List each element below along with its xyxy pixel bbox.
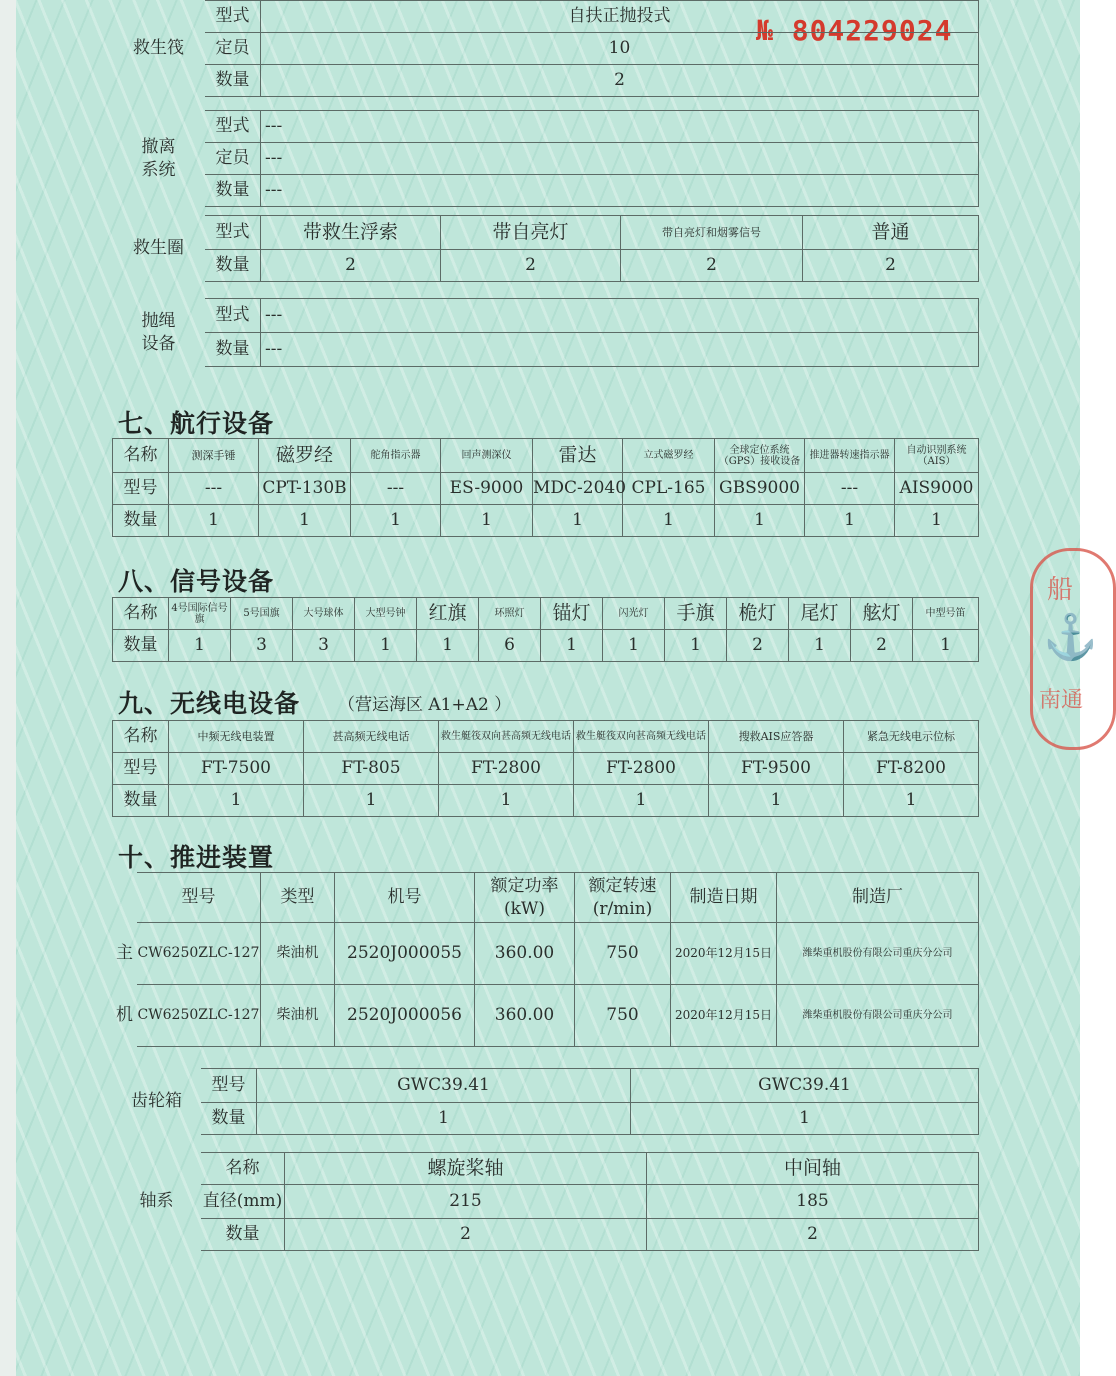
liferaft-qty-label: 数量 (205, 65, 261, 97)
lifebuoy-label: 救生圈 (133, 237, 184, 258)
shafting-qty-label: 数量 (201, 1219, 285, 1251)
signal-qty-3: 3 (293, 630, 355, 662)
signal-qty-5: 1 (417, 630, 479, 662)
signal-qty-11: 1 (789, 630, 851, 662)
nav-qty-8: 1 (805, 505, 895, 537)
nav-name-4: 回声测深仪 (441, 439, 533, 473)
signal-qty-6: 6 (479, 630, 541, 662)
engine-1-date: 2020年12月15日 (671, 923, 777, 985)
nav-name-2: 磁罗经 (259, 439, 351, 473)
radio-qty-6: 1 (844, 785, 979, 817)
lifebuoy-qty-4: 2 (803, 250, 979, 282)
nav-model-5: MDC-2040 (533, 473, 623, 505)
lifebuoy-qty-2: 2 (441, 250, 621, 282)
radio-name-label: 名称 (113, 721, 169, 753)
radio-model-2: FT-805 (304, 753, 439, 785)
nav-name-label: 名称 (113, 439, 169, 473)
nav-model-3: --- (351, 473, 441, 505)
engine-2-number: 2520J000056 (335, 985, 475, 1047)
shafting-label: 轴系 (139, 1190, 174, 1211)
nav-name-5: 雷达 (533, 439, 623, 473)
line-throwing-table (112, 298, 979, 367)
evacuation-label: 撤离 系统 (141, 136, 176, 180)
signal-name-6: 环照灯 (479, 598, 541, 630)
gearbox-model-2: GWC39.41 (631, 1069, 979, 1103)
liferaft-qty-value: 2 (261, 65, 979, 97)
signal-name-label: 名称 (113, 598, 169, 630)
radio-model-label: 型号 (113, 753, 169, 785)
engine-1-speed: 750 (575, 923, 671, 985)
evacuation-qty-value: --- (261, 175, 979, 207)
nav-qty-2: 1 (259, 505, 351, 537)
evacuation-qty-label: 数量 (205, 175, 261, 207)
gearbox-table (112, 1068, 979, 1135)
signal-name-9: 手旗 (665, 598, 727, 630)
nav-model-8: --- (805, 473, 895, 505)
lifebuoy-qty-label: 数量 (205, 250, 261, 282)
signal-name-12: 舷灯 (851, 598, 913, 630)
radio-model-5: FT-9500 (709, 753, 844, 785)
radio-qty-4: 1 (574, 785, 709, 817)
prop-header-date: 制造日期 (671, 873, 777, 923)
radio-qty-2: 1 (304, 785, 439, 817)
signal-table (112, 597, 979, 662)
radio-table (112, 720, 979, 817)
radio-model-6: FT-8200 (844, 753, 979, 785)
lifebuoy-type-1: 带救生浮索 (261, 216, 441, 250)
engine-2-type: 柴油机 (261, 985, 335, 1047)
main-engine-label-1: 主 (116, 942, 133, 963)
liferaft-type-label: 型式 (205, 1, 261, 33)
radio-qty-5: 1 (709, 785, 844, 817)
liferaft-label: 救生筏 (133, 37, 184, 58)
nav-qty-7: 1 (715, 505, 805, 537)
signal-name-11: 尾灯 (789, 598, 851, 630)
radio-name-3: 救生艇筏双向甚高频无线电话 (439, 721, 574, 753)
engine-1-maker: 潍柴重机股份有限公司重庆分公司 (777, 923, 979, 985)
line-throwing-label: 抛绳 设备 (141, 310, 176, 354)
navigation-title: 七、航行设备 (118, 409, 275, 438)
propulsion-table (112, 872, 979, 1047)
lifebuoy-type-label: 型式 (205, 216, 261, 250)
line-throwing-qty-value: --- (261, 333, 979, 367)
prop-header-number: 机号 (335, 873, 475, 923)
nav-qty-4: 1 (441, 505, 533, 537)
radio-qty-3: 1 (439, 785, 574, 817)
gearbox-model-label: 型号 (201, 1069, 257, 1103)
serial-number: № 804229024 (756, 14, 953, 47)
nav-name-6: 立式磁罗经 (623, 439, 715, 473)
nav-name-8: 推进器转速指示器 (805, 439, 895, 473)
nav-model-9: AIS9000 (895, 473, 979, 505)
nav-name-1: 测深手锤 (169, 439, 259, 473)
propulsion-title: 十、推进装置 (118, 843, 275, 872)
evacuation-capacity-label: 定员 (205, 143, 261, 175)
propulsion-corner (113, 873, 137, 923)
radio-name-2: 甚高频无线电话 (304, 721, 439, 753)
liferaft-capacity-label: 定员 (205, 33, 261, 65)
nav-name-7: 全球定位系统（GPS）接收设备 (715, 439, 805, 473)
nav-qty-label: 数量 (113, 505, 169, 537)
line-throwing-qty-label: 数量 (205, 333, 261, 367)
lifebuoy-qty-3: 2 (621, 250, 803, 282)
lifebuoy-type-4: 普通 (803, 216, 979, 250)
signal-qty-label: 数量 (113, 630, 169, 662)
signal-name-8: 闪光灯 (603, 598, 665, 630)
nav-model-7: GBS9000 (715, 473, 805, 505)
nav-qty-1: 1 (169, 505, 259, 537)
nav-model-4: ES-9000 (441, 473, 533, 505)
radio-name-5: 搜救AIS应答器 (709, 721, 844, 753)
lifebuoy-type-3: 带自亮灯和烟雾信号 (621, 216, 803, 250)
radio-model-4: FT-2800 (574, 753, 709, 785)
engine-1-model: CW6250ZLC-127 (137, 923, 261, 985)
nav-name-9: 自动识别系统（AIS） (895, 439, 979, 473)
nav-model-label: 型号 (113, 473, 169, 505)
radio-qty-1: 1 (169, 785, 304, 817)
signal-qty-9: 1 (665, 630, 727, 662)
engine-2-power: 360.00 (475, 985, 575, 1047)
radio-qty-label: 数量 (113, 785, 169, 817)
signal-name-1: 4号国际信号旗 (169, 598, 231, 630)
prop-header-model: 型号 (137, 873, 261, 923)
evacuation-table (112, 110, 979, 207)
stamp-text-bottom: 南通 (1039, 688, 1084, 713)
shafting-diameter-2: 185 (647, 1185, 979, 1219)
nav-name-3: 舵角指示器 (351, 439, 441, 473)
prop-header-power: 额定功率(kW) (475, 873, 575, 923)
navigation-table (112, 438, 979, 537)
nav-model-2: CPT-130B (259, 473, 351, 505)
lifebuoy-qty-1: 2 (261, 250, 441, 282)
liferaft-type-value: 自扶正抛投式 (261, 1, 979, 33)
evacuation-capacity-value: --- (261, 143, 979, 175)
shafting-name-label: 名称 (201, 1153, 285, 1185)
engine-2-maker: 潍柴重机股份有限公司重庆分公司 (777, 985, 979, 1047)
signal-name-7: 锚灯 (541, 598, 603, 630)
shafting-qty-1: 2 (285, 1219, 647, 1251)
liferaft-capacity-value: 10 (261, 33, 979, 65)
signal-qty-12: 2 (851, 630, 913, 662)
gearbox-model-1: GWC39.41 (257, 1069, 631, 1103)
engine-2-date: 2020年12月15日 (671, 985, 777, 1047)
radio-title: 九、无线电设备 (118, 689, 301, 718)
signal-qty-7: 1 (541, 630, 603, 662)
engine-2-model: CW6250ZLC-127 (137, 985, 261, 1047)
evacuation-type-value: --- (261, 111, 979, 143)
engine-1-power: 360.00 (475, 923, 575, 985)
signal-qty-8: 1 (603, 630, 665, 662)
radio-model-1: FT-7500 (169, 753, 304, 785)
prop-header-maker: 制造厂 (777, 873, 979, 923)
evacuation-type-label: 型式 (205, 111, 261, 143)
radio-model-3: FT-2800 (439, 753, 574, 785)
engine-1-type: 柴油机 (261, 923, 335, 985)
shafting-name-1: 螺旋桨轴 (285, 1153, 647, 1185)
stamp-text-top: 船 (1047, 575, 1074, 605)
radio-subtitle: （营运海区 A1+A2 ） (338, 695, 512, 715)
signal-name-2: 5号国旗 (231, 598, 293, 630)
engine-2-speed: 750 (575, 985, 671, 1047)
signal-qty-1: 1 (169, 630, 231, 662)
radio-name-1: 中频无线电装置 (169, 721, 304, 753)
gearbox-qty-1: 1 (257, 1103, 631, 1135)
gearbox-label: 齿轮箱 (131, 1090, 182, 1111)
engine-1-number: 2520J000055 (335, 923, 475, 985)
anchor-icon: ⚓ (1043, 612, 1098, 663)
nav-qty-6: 1 (623, 505, 715, 537)
gearbox-qty-2: 1 (631, 1103, 979, 1135)
signal-qty-2: 3 (231, 630, 293, 662)
prop-header-speed: 额定转速(r/min) (575, 873, 671, 923)
radio-name-6: 紧急无线电示位标 (844, 721, 979, 753)
shafting-table (112, 1152, 979, 1251)
nav-qty-5: 1 (533, 505, 623, 537)
line-throwing-type-value: --- (261, 299, 979, 333)
signal-qty-13: 1 (913, 630, 979, 662)
nav-qty-3: 1 (351, 505, 441, 537)
nav-qty-9: 1 (895, 505, 979, 537)
shafting-diameter-label: 直径(mm) (201, 1185, 285, 1219)
nav-model-6: CPL-165 (623, 473, 715, 505)
signal-name-4: 大型号钟 (355, 598, 417, 630)
signal-title: 八、信号设备 (118, 567, 275, 596)
radio-name-4: 救生艇筏双向甚高频无线电话 (574, 721, 709, 753)
main-engine-label-2: 机 (116, 1004, 133, 1025)
gearbox-qty-label: 数量 (201, 1103, 257, 1135)
shafting-qty-2: 2 (647, 1219, 979, 1251)
shafting-diameter-1: 215 (285, 1185, 647, 1219)
official-stamp (1030, 548, 1116, 750)
page-left-edge (0, 0, 16, 1376)
lifebuoy-table (112, 215, 979, 282)
lifebuoy-type-2: 带自亮灯 (441, 216, 621, 250)
signal-name-3: 大号球体 (293, 598, 355, 630)
prop-header-type: 类型 (261, 873, 335, 923)
line-throwing-type-label: 型式 (205, 299, 261, 333)
signal-name-13: 中型号笛 (913, 598, 979, 630)
signal-qty-10: 2 (727, 630, 789, 662)
signal-name-5: 红旗 (417, 598, 479, 630)
shafting-name-2: 中间轴 (647, 1153, 979, 1185)
signal-name-10: 桅灯 (727, 598, 789, 630)
signal-qty-4: 1 (355, 630, 417, 662)
nav-model-1: --- (169, 473, 259, 505)
liferaft-table (112, 0, 979, 97)
